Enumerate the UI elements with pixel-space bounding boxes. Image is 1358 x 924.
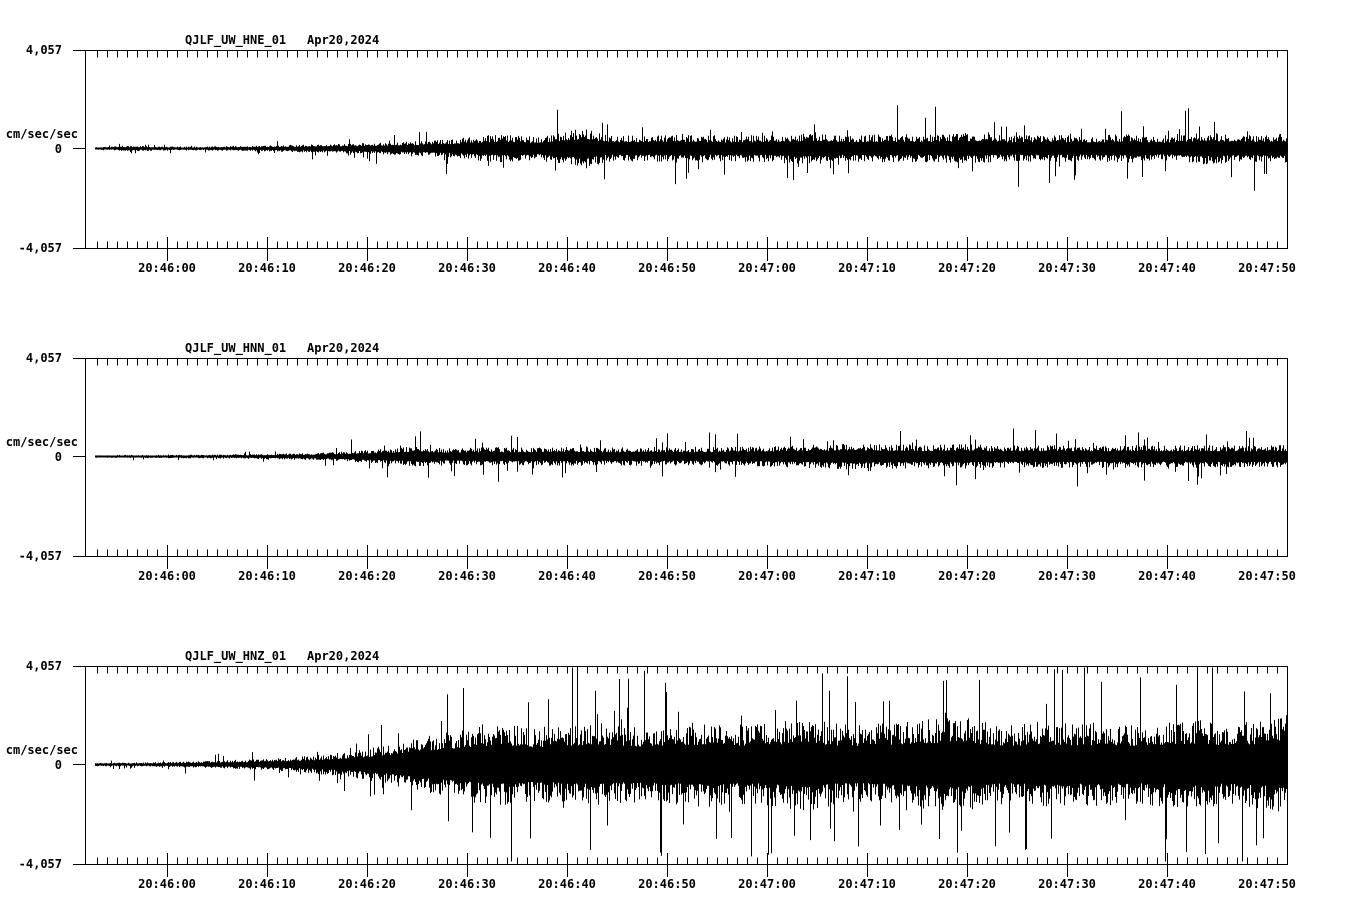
waveform-trace (96, 429, 1287, 487)
y-axis-max-label: 4,057 (25, 43, 62, 57)
panel-title-station: QJLF_UW_HNZ_01 (185, 649, 287, 663)
waveform-plot (73, 357, 1288, 571)
panel-title-date: Apr20,2024 (307, 649, 380, 663)
x-tick-label: 20:47:50 (1238, 569, 1296, 583)
waveform-plot (73, 49, 1288, 263)
y-axis-max-label: 4,057 (25, 659, 62, 673)
x-tick-label: 20:47:50 (1238, 261, 1296, 275)
x-tick-label: 20:47:30 (1038, 877, 1096, 891)
x-tick-label: 20:46:20 (338, 261, 396, 275)
y-axis-zero-label: 0 (54, 142, 62, 156)
x-tick-label: 20:46:40 (538, 261, 596, 275)
x-tick-label: 20:46:20 (338, 569, 396, 583)
x-tick-label: 20:47:50 (1238, 877, 1296, 891)
x-tick-label: 20:46:00 (138, 569, 196, 583)
waveform-trace (96, 668, 1287, 862)
panel-title-station: QJLF_UW_HNE_01 (185, 33, 287, 47)
x-tick-label: 20:46:40 (538, 877, 596, 891)
y-axis-units-label: cm/sec/sec (5, 743, 78, 757)
x-tick-label: 20:46:10 (238, 877, 296, 891)
x-tick-label: 20:47:10 (838, 877, 896, 891)
x-tick-label: 20:46:20 (338, 877, 396, 891)
y-axis-min-label: -4,057 (18, 857, 62, 871)
y-axis-min-label: -4,057 (18, 549, 62, 563)
x-tick-label: 20:46:50 (638, 569, 696, 583)
x-tick-label: 20:47:30 (1038, 261, 1096, 275)
x-tick-label: 20:47:40 (1138, 877, 1196, 891)
x-tick-label: 20:46:00 (138, 877, 196, 891)
x-tick-label: 20:47:40 (1138, 261, 1196, 275)
panel-title-station: QJLF_UW_HNN_01 (185, 341, 287, 355)
x-tick-label: 20:47:30 (1038, 569, 1096, 583)
x-tick-label: 20:46:50 (638, 261, 696, 275)
x-tick-label: 20:46:10 (238, 569, 296, 583)
x-tick-label: 20:46:30 (438, 261, 496, 275)
x-tick-label: 20:47:10 (838, 569, 896, 583)
x-tick-label: 20:46:30 (438, 877, 496, 891)
panel-title-date: Apr20,2024 (307, 33, 380, 47)
waveform-plot (73, 665, 1288, 879)
x-tick-label: 20:47:00 (738, 877, 796, 891)
waveform-trace (96, 105, 1287, 191)
x-tick-label: 20:47:40 (1138, 569, 1196, 583)
x-tick-label: 20:47:00 (738, 261, 796, 275)
y-axis-units-label: cm/sec/sec (5, 127, 78, 141)
x-tick-label: 20:46:30 (438, 569, 496, 583)
y-axis-zero-label: 0 (54, 758, 62, 772)
x-tick-label: 20:46:40 (538, 569, 596, 583)
x-tick-label: 20:46:50 (638, 877, 696, 891)
x-tick-label: 20:47:10 (838, 261, 896, 275)
y-axis-units-label: cm/sec/sec (5, 435, 78, 449)
x-tick-label: 20:47:20 (938, 261, 996, 275)
y-axis-min-label: -4,057 (18, 241, 62, 255)
x-tick-label: 20:47:20 (938, 877, 996, 891)
x-tick-label: 20:46:10 (238, 261, 296, 275)
x-tick-label: 20:47:20 (938, 569, 996, 583)
x-tick-label: 20:46:00 (138, 261, 196, 275)
y-axis-zero-label: 0 (54, 450, 62, 464)
y-axis-max-label: 4,057 (25, 351, 62, 365)
x-tick-label: 20:47:00 (738, 569, 796, 583)
panel-title-date: Apr20,2024 (307, 341, 380, 355)
